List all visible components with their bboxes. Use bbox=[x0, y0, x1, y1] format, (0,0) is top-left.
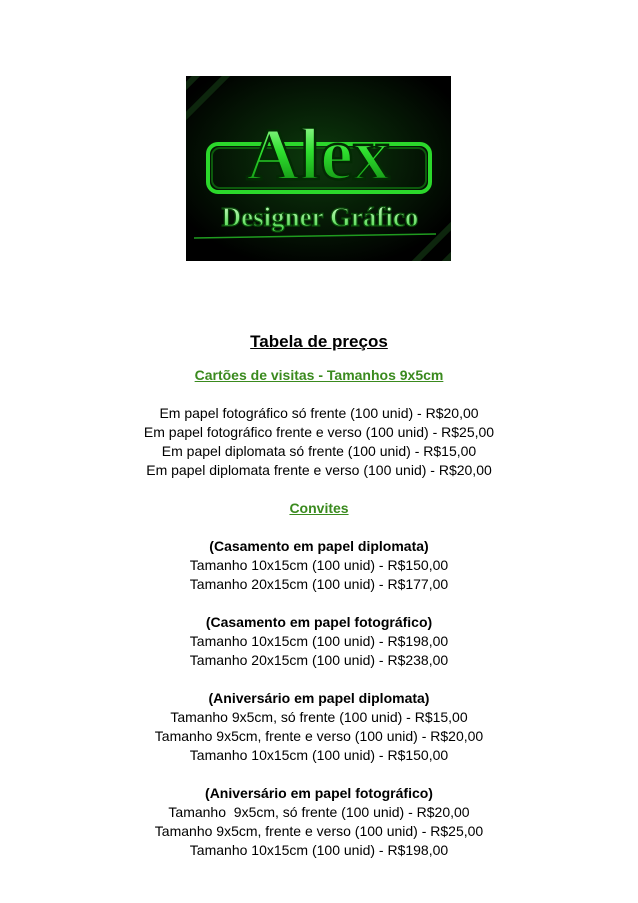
price-item: Tamanho 20x15cm (100 unid) - R$238,00 bbox=[189, 652, 449, 668]
cartoes-item: Em papel diplomata só frente (100 unid) - R$15,00 bbox=[161, 443, 477, 459]
price-item: Tamanho 10x15cm (100 unid) - R$150,00 bbox=[189, 557, 449, 573]
cartoes-heading: Cartões de visitas - Tamanhos 9x5cm bbox=[194, 367, 444, 383]
price-item: Tamanho 9x5cm, só frente (100 unid) - R$15,00 bbox=[170, 709, 468, 725]
group-title-casamento-fotografico: (Casamento em papel fotográfico) bbox=[205, 614, 433, 630]
convites-heading: Convites bbox=[289, 500, 349, 516]
price-item: Tamanho 9x5cm, frente e verso (100 unid) - R$25,00 bbox=[154, 823, 484, 839]
alex-designer-logo bbox=[186, 76, 451, 261]
logo-artwork bbox=[186, 76, 451, 261]
group-title-casamento-diplomata: (Casamento em papel diplomata) bbox=[209, 538, 429, 554]
price-item: Tamanho 9x5cm, só frente (100 unid) - R$20,00 bbox=[168, 804, 470, 820]
group-title-aniversario-diplomata: (Aniversário em papel diplomata) bbox=[208, 690, 430, 706]
price-item: Tamanho 10x15cm (100 unid) - R$198,00 bbox=[189, 633, 449, 649]
cartoes-item: Em papel diplomata frente e verso (100 unid) - R$20,00 bbox=[146, 462, 492, 478]
price-item: Tamanho 9x5cm, frente e verso (100 unid) - R$20,00 bbox=[154, 728, 484, 744]
price-content bbox=[0, 330, 638, 860]
cartoes-item: Em papel fotográfico frente e verso (100 unid) - R$25,00 bbox=[143, 424, 495, 440]
price-item: Tamanho 10x15cm (100 unid) - R$150,00 bbox=[189, 747, 449, 763]
svg-text:Designer Gráfico: Designer Gráfico bbox=[221, 202, 419, 232]
cartoes-item: Em papel fotográfico só frente (100 unid) - R$20,00 bbox=[159, 405, 479, 421]
group-title-aniversario-fotografico: (Aniversário em papel fotográfico) bbox=[205, 785, 433, 801]
price-item: Tamanho 20x15cm (100 unid) - R$177,00 bbox=[189, 576, 449, 592]
price-item: Tamanho 10x15cm (100 unid) - R$198,00 bbox=[189, 842, 449, 858]
page-title: Tabela de preços bbox=[250, 332, 388, 351]
svg-text:Alex: Alex bbox=[246, 114, 390, 196]
